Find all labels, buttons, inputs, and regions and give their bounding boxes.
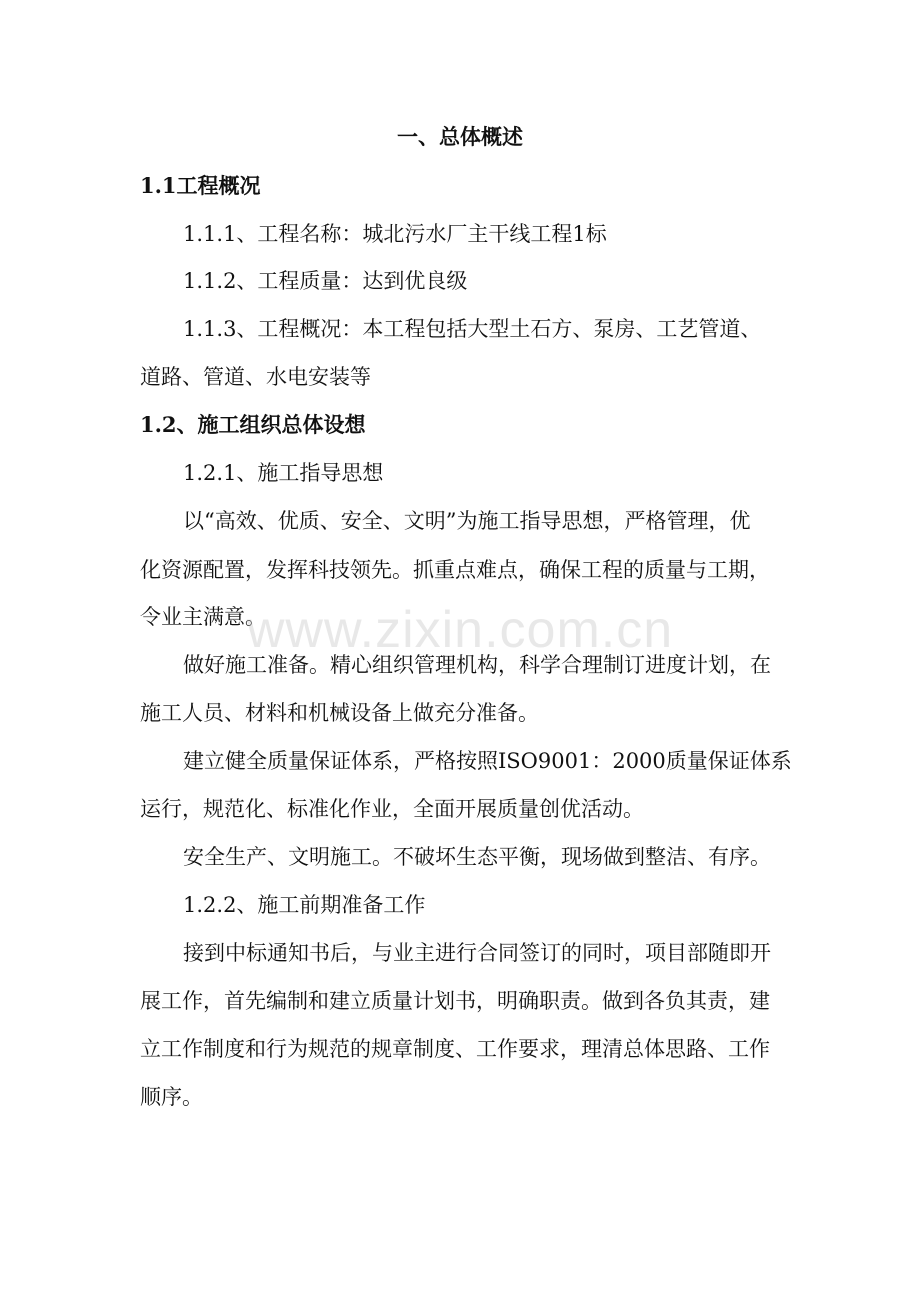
paragraph-5-line3: 立工作制度和行为规范的规章制度、工作要求，理清总体思路、工作 [140,1037,770,1061]
item-1-1-2: 1.1.2、工程质量：达到优良级 [183,269,468,293]
paragraph-1-line2: 化资源配置，发挥科技领先。抓重点难点，确保工程的质量与工期， [140,558,770,582]
item-1-1-1: 1.1.1、工程名称：城北污水厂主干线工程1标 [183,222,607,246]
item-1-2-2: 1.2.2、施工前期准备工作 [183,893,426,917]
section-heading-1-1: 1.1工程概况 [140,173,261,198]
paragraph-3-line2: 运行，规范化、标准化作业，全面开展质量创优活动。 [140,797,644,821]
watermark: www.zixin.com.cn [246,601,674,659]
item-1-1-3-line1: 1.1.3、工程概况：本工程包括大型土石方、泵房、工艺管道、 [183,317,762,341]
paragraph-5-line4: 顺序。 [140,1085,203,1109]
paragraph-3-line1: 建立健全质量保证体系，严格按照ISO9001：2000质量保证体系 [183,749,792,773]
paragraph-2-line2: 施工人员、材料和机械设备上做充分准备。 [140,701,539,725]
item-1-2-1: 1.2.1、施工指导思想 [183,461,384,485]
item-1-1-3-line2: 道路、管道、水电安装等 [140,365,371,389]
paragraph-1-line3: 令业主满意。 [140,605,266,629]
paragraph-4: 安全生产、文明施工。不破坏生态平衡，现场做到整洁、有序。 [183,845,771,869]
paragraph-1-line1: 以“高效、优质、安全、文明”为施工指导思想，严格管理，优 [183,509,751,533]
paragraph-5-line2: 展工作，首先编制和建立质量计划书，明确职责。做到各负其责，建 [140,989,770,1013]
paragraph-2-line1: 做好施工准备。精心组织管理机构，科学合理制订进度计划，在 [183,653,771,677]
document-title: 一、总体概述 [397,124,523,149]
paragraph-5-line1: 接到中标通知书后，与业主进行合同签订的同时，项目部随即开 [183,941,771,965]
section-heading-1-2: 1.2、施工组织总体设想 [140,412,366,437]
